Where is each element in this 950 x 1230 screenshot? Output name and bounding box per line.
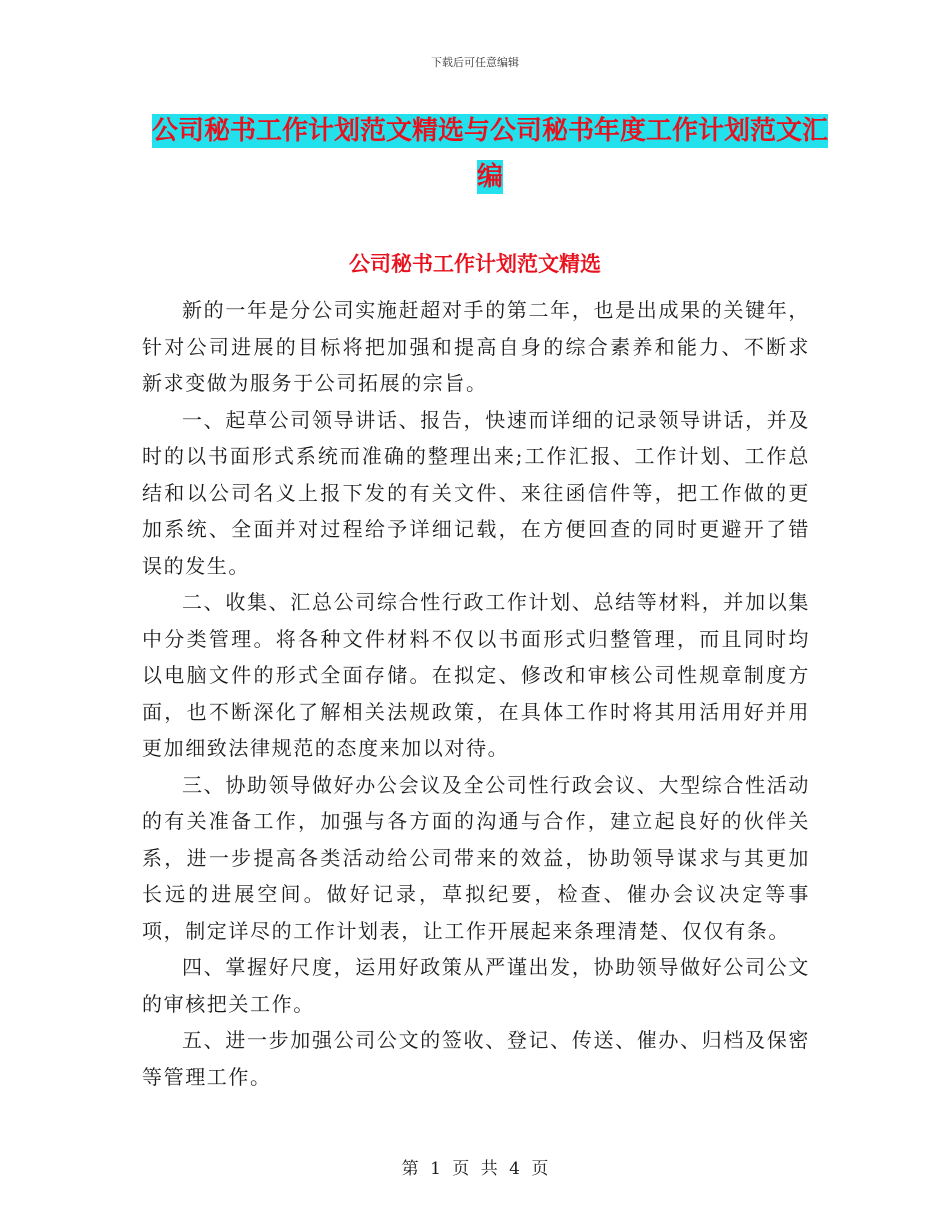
document-title-text: 公司秘书工作计划范文精选与公司秘书年度工作计划范文汇编 xyxy=(151,116,828,192)
paragraph: 二、收集、汇总公司综合性行政工作计划、总结等材料，并加以集中分类管理。将各种文件材料不仅以书面形式归整管理，而且同时均以电脑文件的形式全面存储。在拟定、修改和审核公司性规章制度方面，也不断深化了解相关法规政策，在具体工作时将其用活用好并用更加细致法律规范的态度来加以对待。 xyxy=(142,590,810,760)
document-body xyxy=(142,292,810,1095)
paragraph: 新的一年是分公司实施赶超对手的第二年，也是出成果的关键年，针对公司进展的目标将把加强和提高自身的综合素养和能力、不断求新求变做为服务于公司拓展的宗旨。 xyxy=(142,298,810,395)
paragraph: 三、协助领导做好办公会议及全公司性行政会议、大型综合性活动的有关准备工作，加强与各方面的沟通与合作，建立起良好的伙伴关系，进一步提高各类活动给公司带来的效益，协助领导谋求与其更加长远的进展空间。做好记录，草拟纪要，检查、催办会议决定等事项，制定详尽的工作计划表，让工作开展起来条理清楚、仅仅有条。 xyxy=(142,772,810,943)
page-header-note: 下载后可任意编辑 xyxy=(431,56,519,69)
paragraph: 四、掌握好尺度，运用好政策从严谨出发，协助领导做好公司公文的审核把关工作。 xyxy=(142,955,810,1016)
document-title xyxy=(140,108,840,200)
paragraph: 一、起草公司领导讲话、报告，快速而详细的记录领导讲话，并及时的以书面形式系统而准确的整理出来;工作汇报、工作计划、工作总结和以公司名义上报下发的有关文件、来往函信件等，把工作做的更加系统、全面并对过程给予详细记载，在方便回查的同时更避开了错误的发生。 xyxy=(142,407,810,578)
page-number-footer: 第 1 页 共 4 页 xyxy=(401,1159,549,1179)
section-title: 公司秘书工作计划范文精选 xyxy=(349,252,601,276)
paragraph: 五、进一步加强公司公文的签收、登记、传送、催办、归档及保密等管理工作。 xyxy=(142,1028,810,1089)
